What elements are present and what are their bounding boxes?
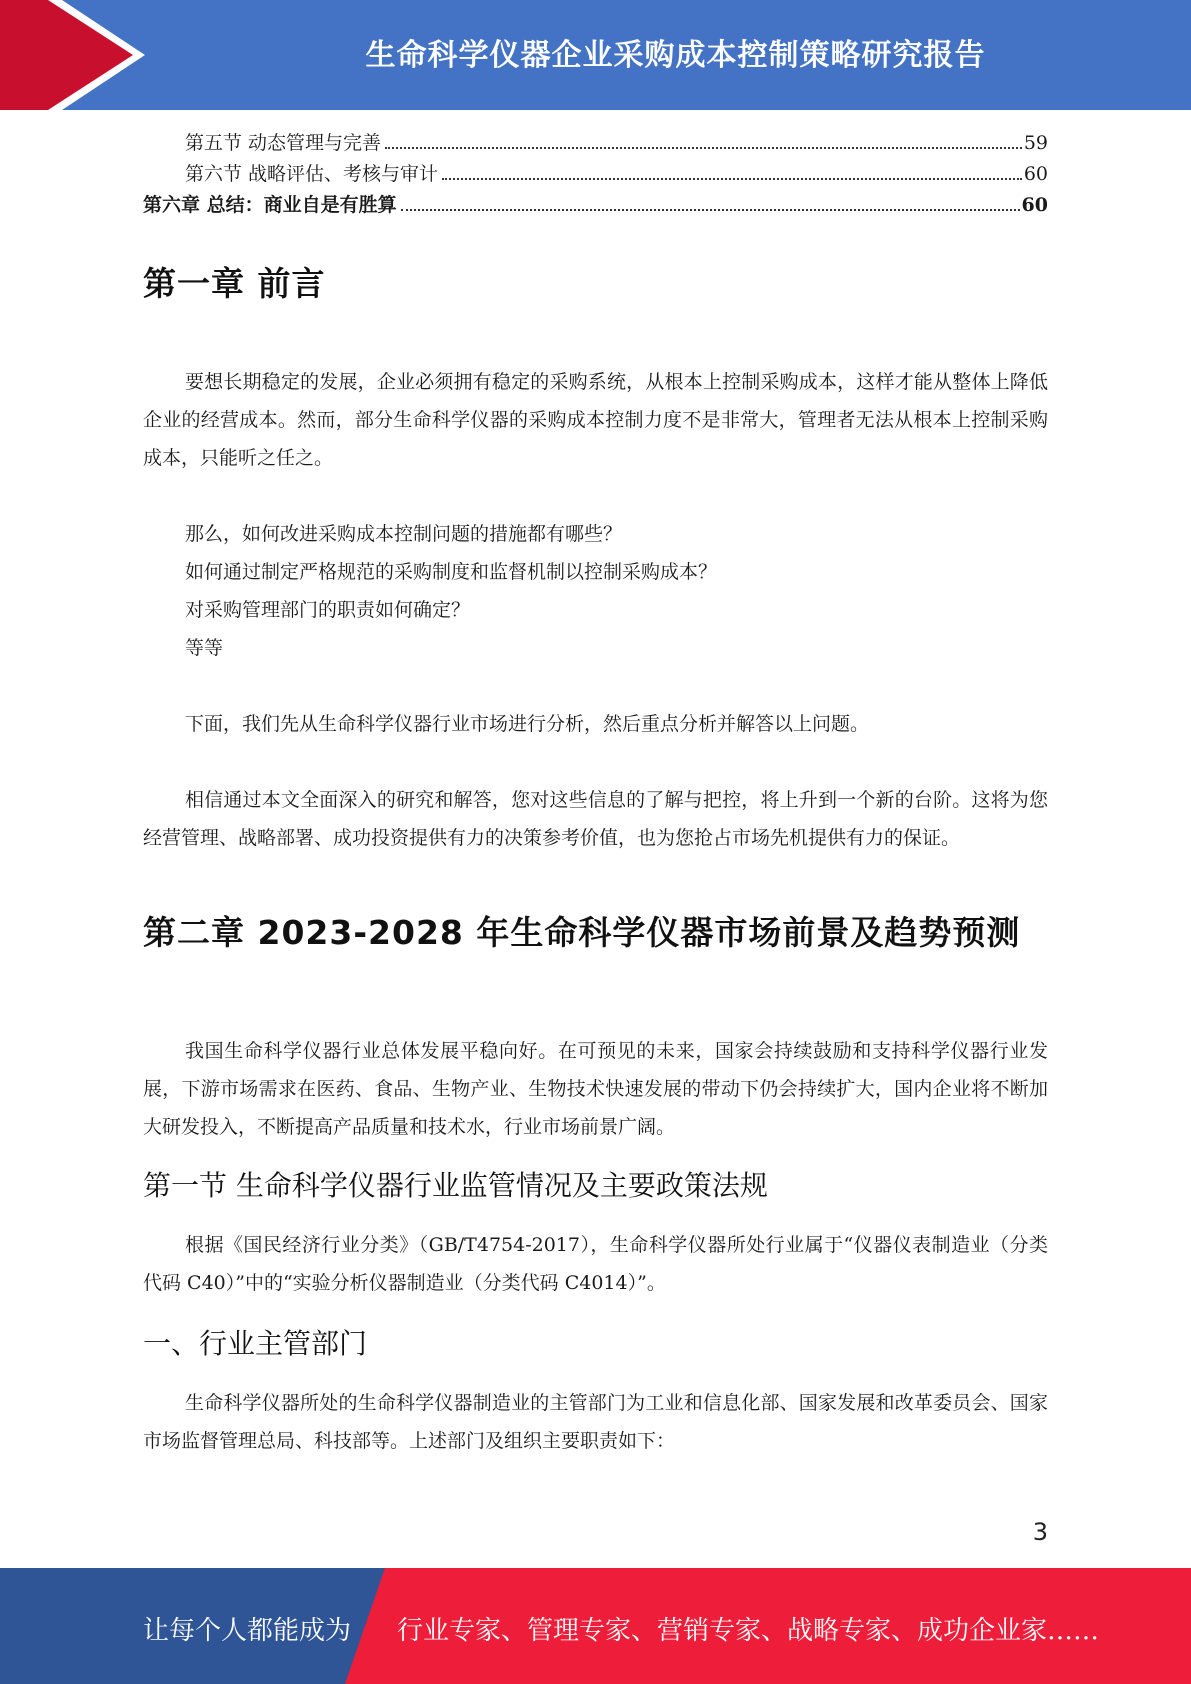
toc-entry-title: 第六章 总结：商业自是有胜算 (143, 194, 397, 216)
report-title: 生命科学仪器企业采购成本控制策略研究报告 (365, 38, 986, 73)
footer-banner (0, 1568, 1191, 1684)
footer-slogan-right: 行业专家、管理专家、营销专家、战略专家、成功企业家…… (397, 1616, 1100, 1646)
toc-entry[interactable] (143, 128, 1048, 159)
chapter1-paragraph: 相信通过本文全面深入的研究和解答，您对这些信息的了解与把控，将上升到一个新的台阶。这将为您经营管理、战略部署、成功投资提供有力的决策参考价值，也为您抢占市场先机提供有力的保证。 (143, 789, 1048, 849)
question-line: 对采购管理部门的职责如何确定？ (185, 599, 471, 621)
toc-entry-page: 59 (1023, 132, 1048, 154)
table-of-contents (143, 128, 1048, 221)
page-number: 3 (1032, 1518, 1048, 1546)
toc-leader-dots (401, 208, 1020, 211)
section1-paragraph: 根据《国民经济行业分类》（GB/T4754-2017），生命科学仪器所处行业属于“仪器仪表制造业（分类代码 C40）”中的“实验分析仪器制造业（分类代码 C4014）”。 (143, 1234, 1048, 1294)
toc-entry-title: 第五节 动态管理与完善 (185, 132, 382, 154)
toc-entry-page: 60 (1021, 194, 1048, 216)
header-banner (0, 0, 1191, 110)
chapter1-paragraph: 下面，我们先从生命科学仪器行业市场进行分析，然后重点分析并解答以上问题。 (185, 713, 870, 735)
section1-heading: 第一节 生命科学仪器行业监管情况及主要政策法规 (143, 1169, 768, 1202)
subsection-paragraph: 生命科学仪器所处的生命科学仪器制造业的主管部门为工业和信息化部、国家发展和改革委员会、国家市场监督管理总局、科技部等。上述部门及组织主要职责如下： (143, 1392, 1048, 1452)
toc-leader-dots (442, 177, 1022, 180)
toc-entry-title: 第六节 战略评估、考核与审计 (185, 163, 439, 185)
question-line: 等等 (185, 637, 224, 659)
header-arrow-decoration (0, 0, 160, 110)
chapter2-paragraph: 我国生命科学仪器行业总体发展平稳向好。在可预见的未来，国家会持续鼓励和支持科学仪器行业发展，下游市场需求在医药、食品、生物产业、生物技术快速发展的带动下仍会持续扩大，国内企业将不断加大研发投入，不断提高产品质量和技术水，行业市场前景广阔。 (143, 1040, 1048, 1138)
chapter1-heading: 第一章 前言 (143, 264, 326, 303)
toc-entry[interactable] (143, 159, 1048, 190)
chapter1-paragraph: 要想长期稳定的发展，企业必须拥有稳定的采购系统，从根本上控制采购成本，这样才能从整体上降低企业的经营成本。然而，部分生命科学仪器的采购成本控制力度不是非常大，管理者无法从根本上控制采购成本，只能听之任之。 (143, 371, 1048, 469)
chapter2-heading: 第二章 2023-2028 年生命科学仪器市场前景及趋势预测 (143, 913, 1021, 952)
toc-entry-chapter[interactable] (143, 190, 1048, 221)
question-line: 那么，如何改进采购成本控制问题的措施都有哪些？ (185, 523, 623, 545)
toc-entry-page: 60 (1023, 163, 1048, 185)
main-content (143, 258, 1048, 1460)
footer-slogan-left: 让每个人都能成为 (143, 1616, 352, 1646)
subsection-heading: 一、行业主管部门 (143, 1327, 368, 1360)
toc-leader-dots (385, 146, 1022, 149)
question-line: 如何通过制定严格规范的采购制度和监督机制以控制采购成本？ (185, 561, 718, 583)
